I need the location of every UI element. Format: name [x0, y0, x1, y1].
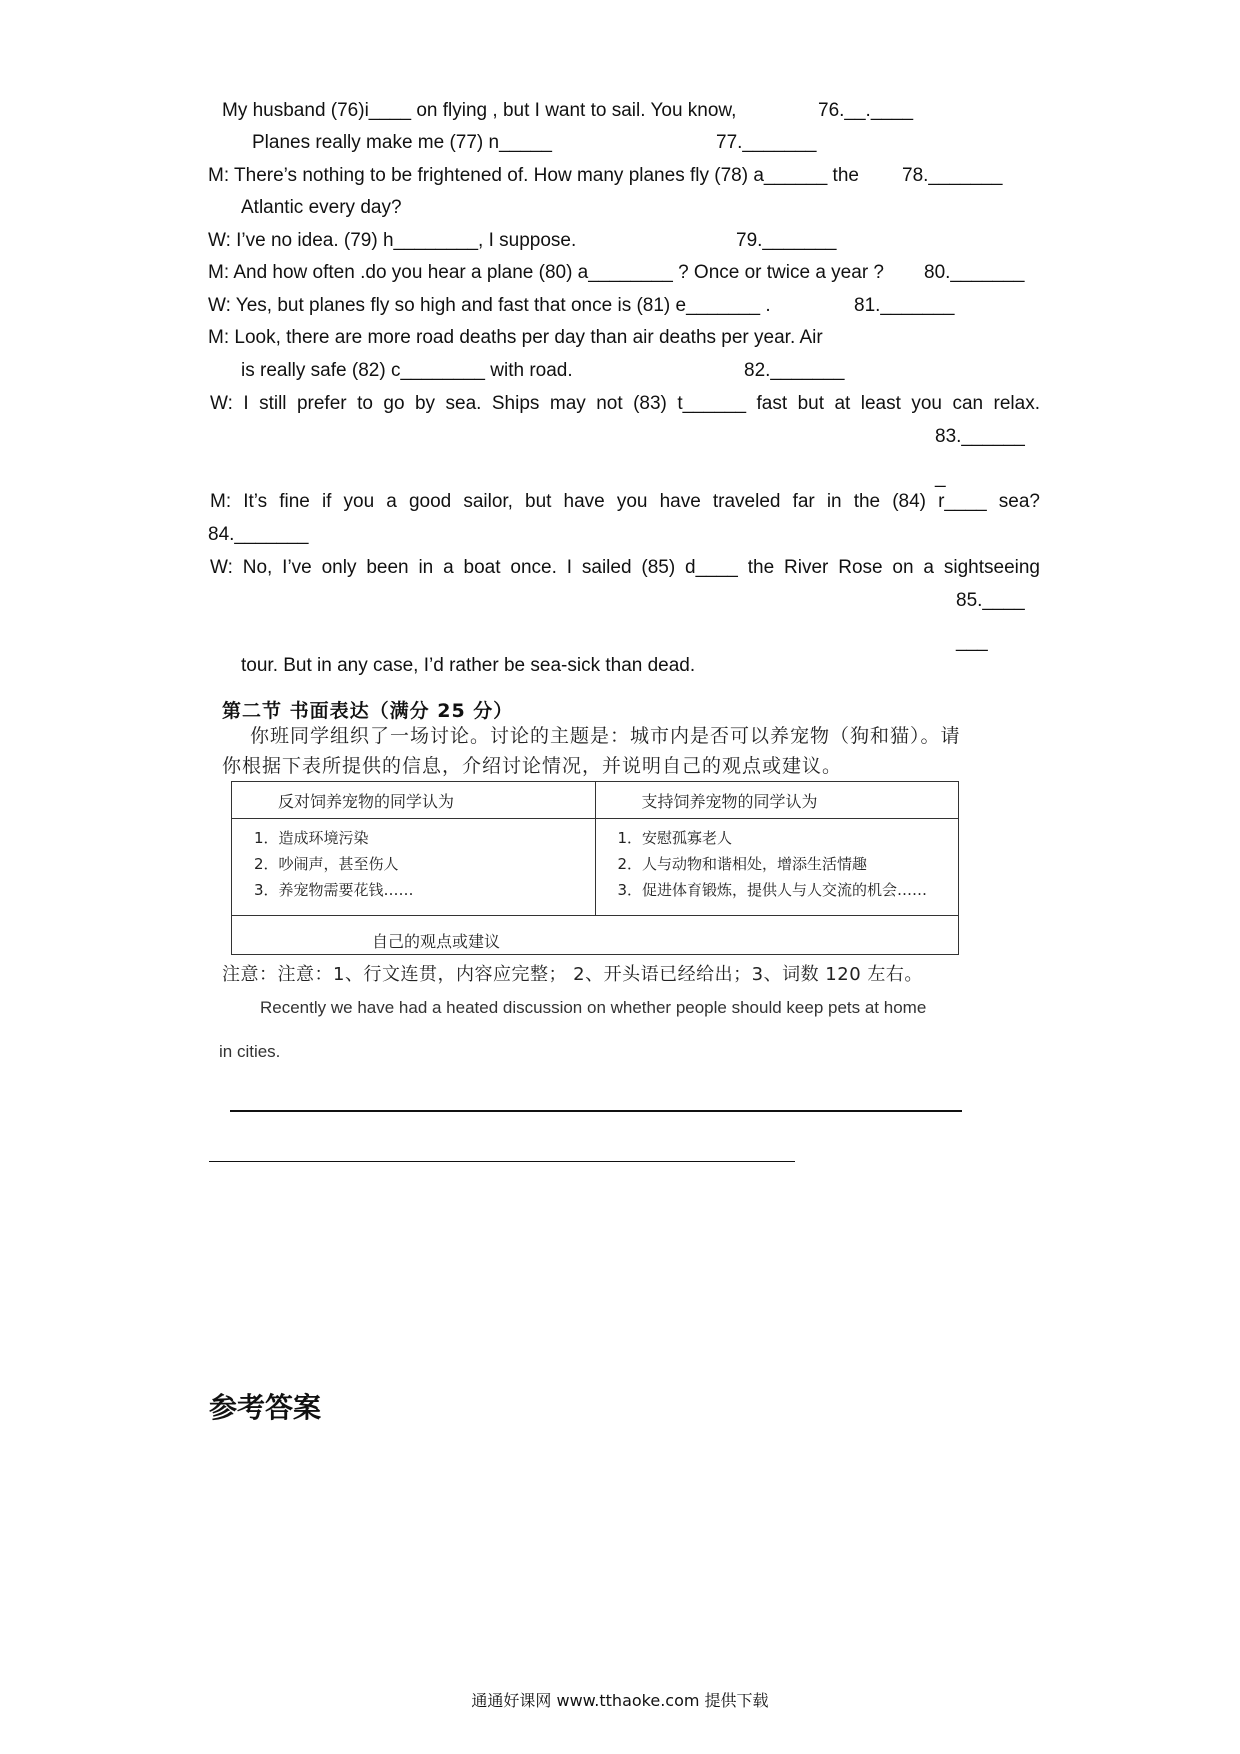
page-footer: 通通好课网 www.tthaoke.com 提供下载	[471, 1691, 769, 1710]
writing-line	[230, 1110, 962, 1112]
dialogue-line-77	[0, 127, 1240, 159]
dialogue-text: W: Yes, but planes fly so high and fast that once is (81) e_______ .	[208, 295, 771, 316]
answer-blank-83: 83.______	[935, 426, 1025, 447]
dialogue-line-82-cont	[0, 355, 1240, 387]
opening-line-2: in cities.	[219, 1042, 281, 1061]
section-title: 第二节 书面表达（满分 25 分）	[222, 700, 514, 722]
dialogue-text: M: And how often .do you hear a plane (80) a________ ? Once or twice a year ?	[208, 262, 884, 283]
instruction-line-1: 你班同学组织了一场讨论。讨论的主题是：城市内是否可以养宠物（狗和猫）。请	[250, 725, 961, 747]
pets-discussion-table	[231, 781, 959, 955]
dialogue-line-78-cont	[0, 192, 1240, 224]
dialogue-line-85: W: No, I’ve only been in a boat once. I sailed (85) d____ the River Rose on a sightseeing	[210, 557, 1040, 578]
answer-blank-76: 76.__.____	[818, 100, 914, 121]
answer-blank-85: 85.____	[956, 590, 1025, 611]
dialogue-line-84: M: It’s fine if you a good sailor, but have you have traveled far in the (84) r____ sea?	[210, 491, 1040, 512]
answer-blank-84: 84._______	[208, 524, 309, 545]
dialogue-line-79	[0, 225, 1240, 257]
dialogue-text: M: There’s nothing to be frightened of. How many planes fly (78) a______ the	[208, 165, 859, 186]
answer-blank-82: 82._______	[744, 360, 845, 381]
dialogue-text: Atlantic every day?	[241, 197, 402, 218]
for-point: 1．安慰孤寡老人	[617, 829, 733, 848]
dialogue-text: is really safe (82) c________ with road.	[241, 360, 573, 381]
dialogue-text: tour. But in any case, I’d rather be sea-sick than dead.	[241, 655, 696, 676]
opinion-row: 自己的观点或建议	[232, 915, 959, 954]
dialogue-line-80	[0, 257, 1240, 289]
for-points	[595, 819, 959, 916]
answer-blank-77: 77._______	[716, 132, 817, 153]
dialogue-text: W: I’ve no idea. (79) h________, I suppose.	[208, 230, 577, 251]
header-for: 支持饲养宠物的同学认为	[595, 782, 959, 819]
answer-title: 参考答案	[209, 1391, 322, 1424]
answer-blank-83-tail: _	[935, 467, 946, 488]
answer-blank-79: 79._______	[736, 230, 837, 251]
dialogue-text: Planes really make me (77) n_____	[252, 132, 552, 153]
writing-note: 注意：注意：1、行文连贯，内容应完整； 2、开头语已经给出；3、词数 120 左右。	[222, 964, 923, 985]
for-point: 3．促进体育锻炼，提供人与人交流的机会……	[617, 881, 928, 900]
against-point: 3．养宠物需要花钱……	[254, 881, 414, 900]
dialogue-line-85-cont	[0, 650, 1240, 682]
answer-blank-81: 81._______	[854, 295, 955, 316]
dialogue-line-81	[0, 290, 1240, 322]
against-points	[232, 819, 596, 916]
for-point: 2．人与动物和谐相处，增添生活情趣	[617, 855, 868, 874]
dialogue-text: My husband (76)i____ on flying , but I want to sail. You know,	[222, 100, 737, 121]
instruction-line-2: 你根据下表所提供的信息，介绍讨论情况，并说明自己的观点或建议。	[222, 755, 843, 777]
dialogue-line-82	[0, 322, 1240, 354]
writing-line	[209, 1161, 795, 1162]
dialogue-line-78	[0, 160, 1240, 192]
against-point: 1．造成环境污染	[254, 829, 369, 848]
opening-line-1: Recently we have had a heated discussion on whether people should keep pets at home	[260, 998, 927, 1017]
dialogue-text: M: Look, there are more road deaths per day than air deaths per year. Air	[208, 327, 823, 348]
header-against: 反对饲养宠物的同学认为	[232, 782, 596, 819]
against-point: 2．吵闹声，甚至伤人	[254, 855, 399, 874]
answer-blank-85-tail: ___	[956, 631, 988, 652]
dialogue-line-83: W: I still prefer to go by sea. Ships may not (83) t______ fast but at least you can relax.	[210, 393, 1040, 414]
answer-blank-78: 78._______	[902, 165, 1003, 186]
dialogue-line-76	[0, 95, 1240, 127]
answer-blank-80: 80._______	[924, 262, 1025, 283]
